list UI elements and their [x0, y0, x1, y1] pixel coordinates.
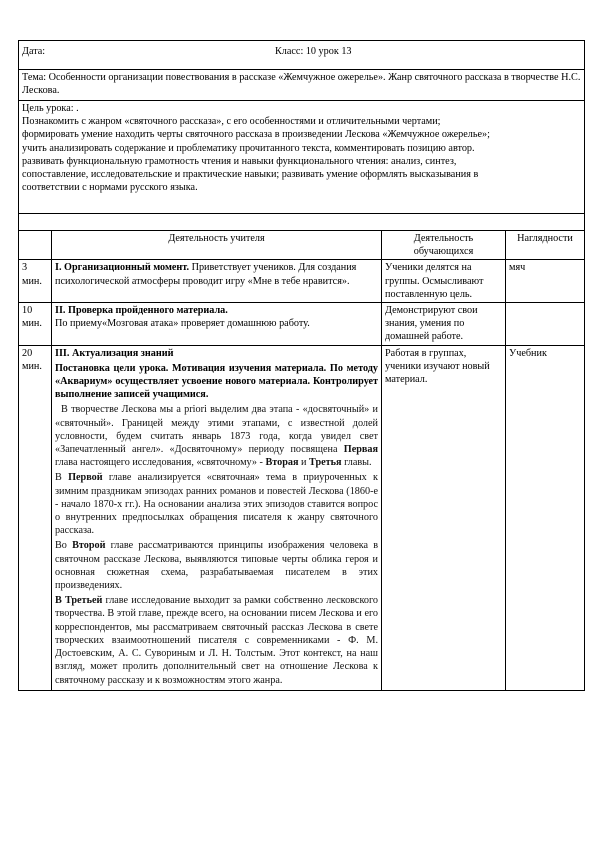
students-activity-cell: Ученики делятся на группы. Осмысливают поставленную цель.: [382, 260, 506, 303]
goal-line: Познакомить с жанром «святочного рассказа», с его особенностями и отличительными чертами;: [22, 116, 441, 128]
time-cell: 20 мин.: [19, 345, 52, 690]
goal-line: развивать функциональную грамотность чтения и навыки функционального чтения: анализ, синтез,: [22, 155, 457, 167]
stage-intro: Постановка цели урока. Мотивация изучения материала. По методу «Аквариум» осуществляет усвоение нового материала. Контролирует выполнение записей учащимися.: [55, 362, 378, 401]
stage-text: По приему«Мозговая атака» проверяет домашнюю работу.: [55, 318, 310, 330]
stage-title: II. Проверка пройденного материала.: [55, 305, 228, 317]
goal-line: соответствии с нормами русского языка.: [22, 182, 198, 194]
visual-aids-cell: мяч: [506, 260, 585, 303]
students-activity-cell: Демонстрируют свои знания, умения по домашней работе.: [382, 303, 506, 346]
visual-aids-cell: Учебник: [506, 345, 585, 690]
time-cell: 3 мин.: [19, 260, 52, 303]
table-row: [19, 260, 585, 303]
teacher-activity-cell: [52, 260, 382, 303]
lesson-plan-page: [18, 40, 584, 691]
table-row: [19, 345, 585, 690]
paragraph-3: Во Второй главе рассматриваются принципы изображения человека в святочном рассказе Лескова, выявляются типовые черты облика героя и основная сюжетная схема, разрабатываемая писателем в этих произведениях.: [55, 540, 379, 592]
goal-cell: [19, 101, 585, 214]
stage-title: I. Организационный момент.: [55, 262, 190, 274]
paragraph-2: В Первой главе анализируется «святочная» тема в приуроченных к зимним праздникам эпизодах ранних романов и повестей Лескова (1860-е - начало 1870-х гг.). На основании анализа этих эпизодов ставится вопрос о внутренних предпосылках обращения писателя к жанру святочного рассказа.: [55, 472, 379, 537]
goal-label: Цель урока: .: [22, 103, 79, 114]
teacher-activity-cell: [52, 345, 382, 690]
lesson-plan-table: [18, 40, 585, 691]
visual-aids-header: Наглядности: [506, 231, 585, 260]
time-header: [19, 231, 52, 260]
goal-line: сопоставление, исследовательские и практические навыки; развивать умение оформлять высказывания в: [22, 169, 479, 181]
paragraph-4: В Третьей главе исследование выходит за рамки собственно лесковского творчества. В этой главе, прежде всего, на основании писем Лескова и его корреспондентов, мы рассматриваем святочный рассказ Лескова в свете творческих взаимоотношений писателя с современниками - Ф. М. Достоевским, А. С. Сувориным и Л. Н. Толстым. Этот контекст, на наш взгляд, может пролить дополнительный свет на отношение Лескова к святочному рассказу и к возможностям этого жанра.: [55, 595, 378, 686]
time-cell: 10 мин.: [19, 303, 52, 346]
teacher-activity-header: Деятельность учителя: [52, 231, 382, 260]
goal-line: формировать умение находить черты святочного рассказа в произведении Лескова «Жемчужное ожерелье»;: [22, 129, 490, 141]
paragraph-1: В творчестве Лескова мы a priori выделим два этапа - «досвяточный» и «святочный». Границей между этими этапами, с известной долей условности, будем считать январь 1873 года, когда увидел свет «Запечатленный ангел». «Досвяточному» периоду посвящена Первая глава настоящего исследования, «святочному» - Вторая и Третья главы.: [55, 404, 378, 469]
stage-text: Приветствует учеников. Для создания психологической атмосферы проводит игру «Мне в тебе нравится».: [55, 262, 357, 287]
stage-title: III. Актуализация знаний: [55, 347, 174, 359]
students-activity-cell: Работая в группах, ученики изучают новый материал.: [382, 345, 506, 690]
teacher-activity-cell: [52, 303, 382, 346]
visual-aids-cell: [506, 303, 585, 346]
date-class-row: [19, 41, 585, 70]
students-activity-header: Деятельность обучающихся: [382, 231, 506, 260]
table-row: [19, 303, 585, 346]
topic-cell: Тема: Особенности организации повествования в рассказе «Жемчужное ожерелье». Жанр святочного рассказа в творчестве Н.С. Лескова.: [19, 70, 585, 101]
class-lesson-label: Класс: 10 урок 13: [275, 46, 352, 57]
goal-line: учить анализировать содержание и проблематику прочитанного текста, комментировать позицию автор.: [22, 142, 475, 154]
date-label: Дата:: [22, 46, 46, 57]
spacer-row: [19, 214, 585, 231]
